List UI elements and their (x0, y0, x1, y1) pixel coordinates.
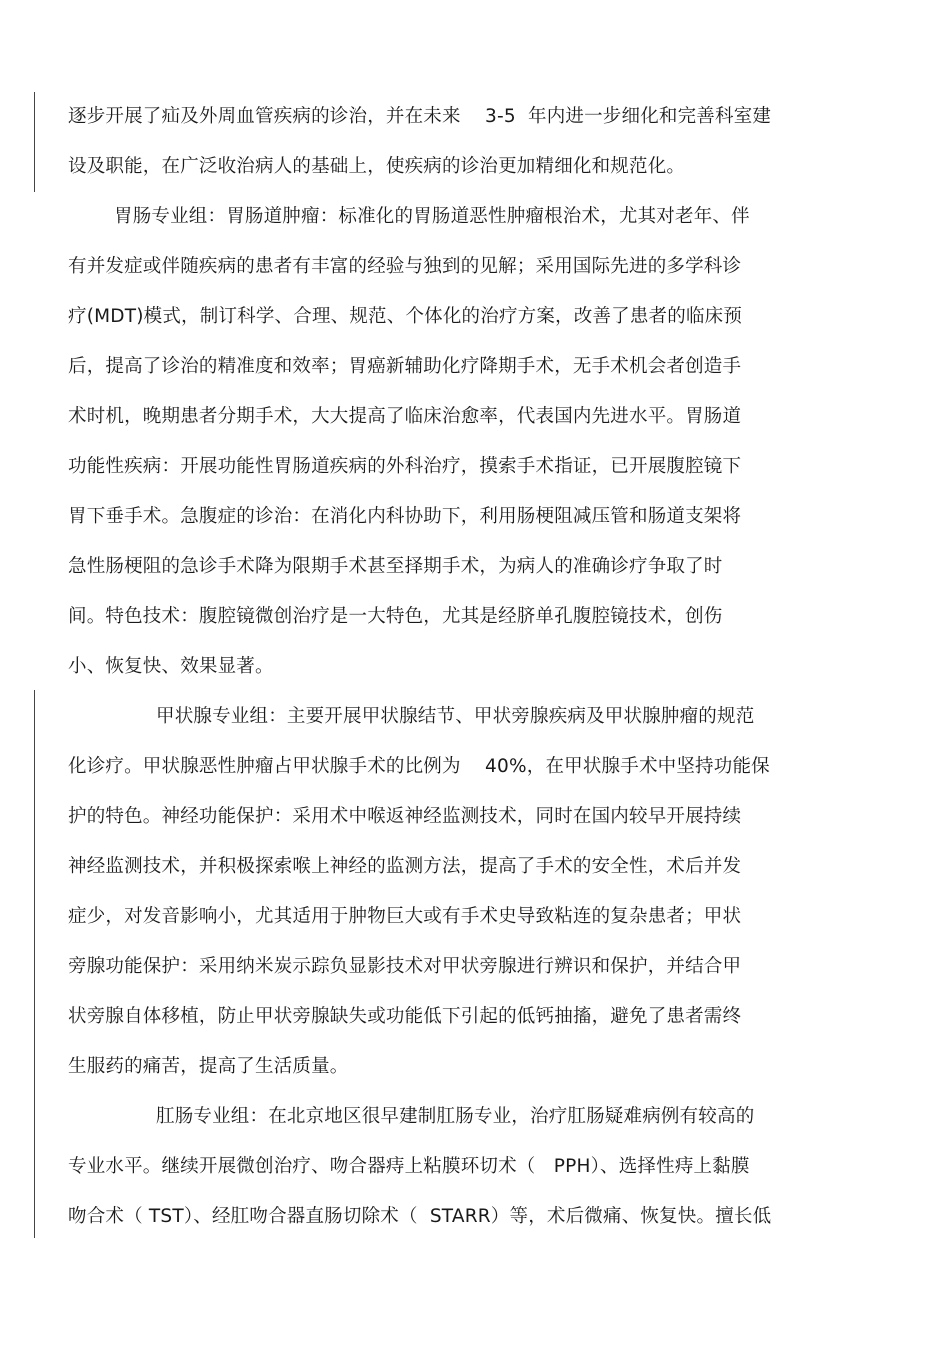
text-line: 护的特色。神经功能保护：采用术中喉返神经监测技术，同时在国内较早开展持续 (68, 806, 742, 827)
text-line: 小、恢复快、效果显著。 (68, 656, 274, 677)
text-line: 吻合术（ TST）、经肛吻合器直肠切除术（ STARR）等，术后微痛、恢复快。擅长低 (68, 1206, 772, 1227)
change-bar-2 (34, 690, 35, 1238)
text-line: 胃肠专业组：胃肠道肿瘤：标准化的胃肠道恶性肿瘤根治术，尤其对老年、伴 (114, 206, 750, 227)
text-line: 胃下垂手术。急腹症的诊治：在消化内科协助下，利用肠梗阻减压管和肠道支架将 (68, 506, 742, 527)
text-line: 有并发症或伴随疾病的患者有丰富的经验与独到的见解；采用国际先进的多学科诊 (68, 256, 742, 277)
text-line: 化诊疗。甲状腺恶性肿瘤占甲状腺手术的比例为 40%，在甲状腺手术中坚持功能保 (68, 756, 770, 777)
text-line: 间。特色技术：腹腔镜微创治疗是一大特色，尤其是经脐单孔腹腔镜技术，创伤 (68, 606, 723, 627)
text-line: 急性肠梗阻的急诊手术降为限期手术甚至择期手术，为病人的准确诊疗争取了时 (68, 556, 723, 577)
text-line: 功能性疾病：开展功能性胃肠道疾病的外科治疗，摸索手术指证，已开展腹腔镜下 (68, 456, 742, 477)
text-line: 旁腺功能保护：采用纳米炭示踪负显影技术对甲状旁腺进行辨识和保护，并结合甲 (68, 956, 742, 977)
text-line: 设及职能，在广泛收治病人的基础上，使疾病的诊治更加精细化和规范化。 (68, 156, 686, 177)
text-line: 甲状腺专业组：主要开展甲状腺结节、甲状旁腺疾病及甲状腺肿瘤的规范 (156, 706, 755, 727)
text-line: 肛肠专业组：在北京地区很早建制肛肠专业，治疗肛肠疑难病例有较高的 (156, 1106, 755, 1127)
text-line: 状旁腺自体移植，防止甲状旁腺缺失或功能低下引起的低钙抽搐，避免了患者需终 (68, 1006, 742, 1027)
text-line: 逐步开展了疝及外周血管疾病的诊治，并在未来 3-5 年内进一步细化和完善科室建 (68, 106, 772, 127)
text-line: 症少，对发音影响小，尤其适用于肿物巨大或有手术史导致粘连的复杂患者；甲状 (68, 906, 742, 927)
change-bar-1 (34, 92, 35, 192)
text-line: 后，提高了诊治的精准度和效率；胃癌新辅助化疗降期手术，无手术机会者创造手 (68, 356, 742, 377)
text-line: 生服药的痛苦，提高了生活质量。 (68, 1056, 349, 1077)
text-line: 术时机，晚期患者分期手术，大大提高了临床治愈率，代表国内先进水平。胃肠道 (68, 406, 742, 427)
text-line: 专业水平。继续开展微创治疗、吻合器痔上粘膜环切术（ PPH）、选择性痔上黏膜 (68, 1156, 750, 1177)
text-line: 神经监测技术，并积极探索喉上神经的监测方法，提高了手术的安全性，术后并发 (68, 856, 742, 877)
text-line: 疗(MDT)模式，制订科学、合理、规范、个体化的治疗方案，改善了患者的临床预 (68, 306, 743, 327)
